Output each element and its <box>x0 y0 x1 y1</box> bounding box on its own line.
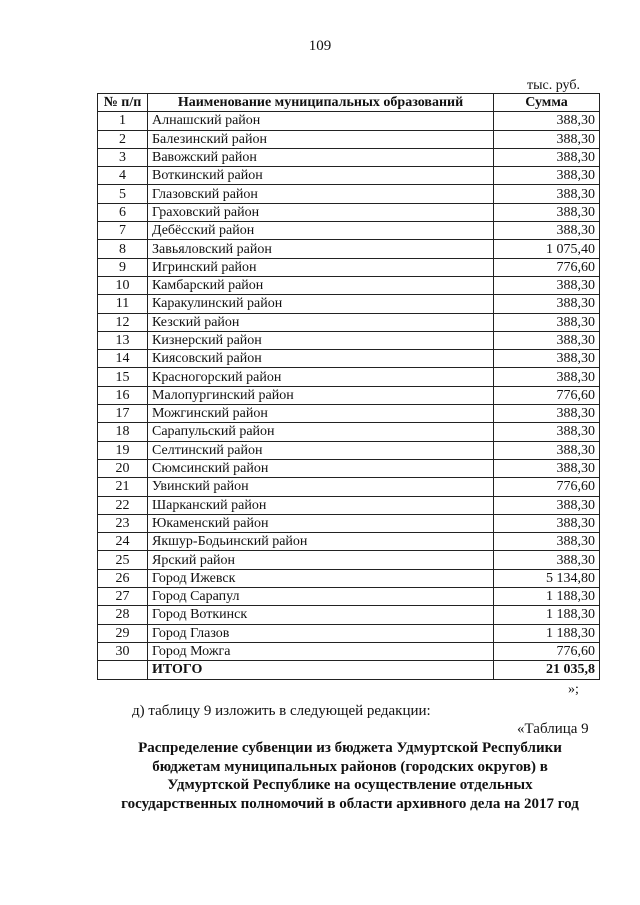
row-name: Ярский район <box>148 551 494 569</box>
table-row <box>98 350 600 368</box>
row-sum: 776,60 <box>494 478 600 496</box>
row-name: Город Ижевск <box>148 569 494 587</box>
row-sum: 388,30 <box>494 185 600 203</box>
row-sum: 388,30 <box>494 295 600 313</box>
row-sum: 388,30 <box>494 313 600 331</box>
table-row <box>98 551 600 569</box>
title-line: Распределение субвенции из бюджета Удмуртской Республики <box>138 740 562 756</box>
table-row <box>98 295 600 313</box>
table-row <box>98 514 600 532</box>
row-number: 9 <box>98 258 148 276</box>
row-number: 18 <box>98 423 148 441</box>
row-sum: 388,30 <box>494 167 600 185</box>
row-name: Якшур-Бодьинский район <box>148 533 494 551</box>
table-row <box>98 258 600 276</box>
title-line: Удмуртской Республике на осуществление отдельных <box>167 777 533 793</box>
table-row <box>98 423 600 441</box>
row-sum: 388,30 <box>494 203 600 221</box>
row-name: Сарапульский район <box>148 423 494 441</box>
row-name: Алнашский район <box>148 112 494 130</box>
table-row <box>98 533 600 551</box>
row-name: Граховский район <box>148 203 494 221</box>
row-sum: 776,60 <box>494 386 600 404</box>
row-name: Увинский район <box>148 478 494 496</box>
table-reference: «Таблица 9 <box>517 721 589 737</box>
row-name: Красногорский район <box>148 368 494 386</box>
row-number: 21 <box>98 478 148 496</box>
row-name: Город Можга <box>148 642 494 660</box>
table-row <box>98 441 600 459</box>
table-row <box>98 130 600 148</box>
row-name: Вавожский район <box>148 148 494 166</box>
row-number: 29 <box>98 624 148 642</box>
next-table-title <box>60 739 640 813</box>
row-number: 11 <box>98 295 148 313</box>
row-number: 19 <box>98 441 148 459</box>
table-row <box>98 222 600 240</box>
table-header-row <box>98 94 600 112</box>
row-number: 1 <box>98 112 148 130</box>
row-name: Город Воткинск <box>148 606 494 624</box>
row-sum: 388,30 <box>494 405 600 423</box>
row-number: 30 <box>98 642 148 660</box>
row-number: 10 <box>98 276 148 294</box>
row-sum: 1 075,40 <box>494 240 600 258</box>
table-row <box>98 313 600 331</box>
total-row <box>98 661 600 679</box>
row-sum: 388,30 <box>494 276 600 294</box>
row-sum: 388,30 <box>494 441 600 459</box>
row-name: Балезинский район <box>148 130 494 148</box>
closing-mark: »; <box>568 682 579 697</box>
row-number: 27 <box>98 588 148 606</box>
table-row <box>98 112 600 130</box>
table-row <box>98 185 600 203</box>
row-name: Завьяловский район <box>148 240 494 258</box>
table-row <box>98 167 600 185</box>
row-name: Глазовский район <box>148 185 494 203</box>
row-number: 15 <box>98 368 148 386</box>
table-row <box>98 642 600 660</box>
table-row <box>98 203 600 221</box>
row-number: 6 <box>98 203 148 221</box>
row-number: 24 <box>98 533 148 551</box>
table-row <box>98 405 600 423</box>
row-number: 7 <box>98 222 148 240</box>
row-name: Камбарский район <box>148 276 494 294</box>
row-name: Можгинский район <box>148 405 494 423</box>
table-row <box>98 478 600 496</box>
row-number: 3 <box>98 148 148 166</box>
instruction-text: д) таблицу 9 изложить в следующей редакции: <box>132 703 431 719</box>
subsidy-table <box>97 93 600 680</box>
row-sum: 388,30 <box>494 331 600 349</box>
table-row <box>98 588 600 606</box>
row-sum: 388,30 <box>494 112 600 130</box>
table-row <box>98 459 600 477</box>
row-number: 16 <box>98 386 148 404</box>
table-row <box>98 569 600 587</box>
row-number: 20 <box>98 459 148 477</box>
total-number-cell <box>98 661 148 679</box>
row-sum: 776,60 <box>494 258 600 276</box>
header-number: № п/п <box>98 94 148 112</box>
unit-label: тыс. руб. <box>527 78 580 93</box>
table-row <box>98 331 600 349</box>
row-number: 26 <box>98 569 148 587</box>
row-sum: 1 188,30 <box>494 624 600 642</box>
row-name: Селтинский район <box>148 441 494 459</box>
row-name: Кизнерский район <box>148 331 494 349</box>
row-number: 25 <box>98 551 148 569</box>
row-number: 28 <box>98 606 148 624</box>
row-name: Юкаменский район <box>148 514 494 532</box>
row-name: Киясовский район <box>148 350 494 368</box>
row-sum: 388,30 <box>494 533 600 551</box>
table-row <box>98 368 600 386</box>
row-name: Воткинский район <box>148 167 494 185</box>
row-sum: 388,30 <box>494 423 600 441</box>
row-number: 23 <box>98 514 148 532</box>
row-number: 8 <box>98 240 148 258</box>
row-sum: 388,30 <box>494 130 600 148</box>
row-sum: 1 188,30 <box>494 606 600 624</box>
row-name: Малопургинский район <box>148 386 494 404</box>
row-number: 14 <box>98 350 148 368</box>
row-sum: 388,30 <box>494 148 600 166</box>
row-sum: 388,30 <box>494 459 600 477</box>
row-sum: 388,30 <box>494 350 600 368</box>
row-name: Сюмсинский район <box>148 459 494 477</box>
table-row <box>98 386 600 404</box>
row-number: 12 <box>98 313 148 331</box>
row-number: 22 <box>98 496 148 514</box>
table-body <box>98 112 600 679</box>
table-row <box>98 496 600 514</box>
title-line: государственных полномочий в области архивного дела на 2017 год <box>121 795 579 812</box>
row-sum: 388,30 <box>494 368 600 386</box>
header-sum: Сумма <box>494 94 600 112</box>
table-row <box>98 624 600 642</box>
row-name: Игринский район <box>148 258 494 276</box>
table-row <box>98 148 600 166</box>
row-number: 5 <box>98 185 148 203</box>
title-line: бюджетам муниципальных районов (городских округов) в <box>152 758 548 775</box>
row-name: Дебёсский район <box>148 222 494 240</box>
row-sum: 388,30 <box>494 222 600 240</box>
total-sum: 21 035,8 <box>494 661 600 679</box>
row-number: 13 <box>98 331 148 349</box>
table-row <box>98 276 600 294</box>
row-name: Город Глазов <box>148 624 494 642</box>
row-sum: 388,30 <box>494 551 600 569</box>
row-number: 2 <box>98 130 148 148</box>
row-number: 17 <box>98 405 148 423</box>
row-sum: 776,60 <box>494 642 600 660</box>
row-name: Каракулинский район <box>148 295 494 313</box>
table-row <box>98 606 600 624</box>
header-name: Наименование муниципальных образований <box>148 94 494 112</box>
table-row <box>98 240 600 258</box>
row-name: Город Сарапул <box>148 588 494 606</box>
row-sum: 388,30 <box>494 514 600 532</box>
page-number: 109 <box>308 38 332 54</box>
total-label: ИТОГО <box>148 661 494 679</box>
row-number: 4 <box>98 167 148 185</box>
row-sum: 5 134,80 <box>494 569 600 587</box>
row-name: Шарканский район <box>148 496 494 514</box>
row-sum: 388,30 <box>494 496 600 514</box>
row-sum: 1 188,30 <box>494 588 600 606</box>
row-name: Кезский район <box>148 313 494 331</box>
